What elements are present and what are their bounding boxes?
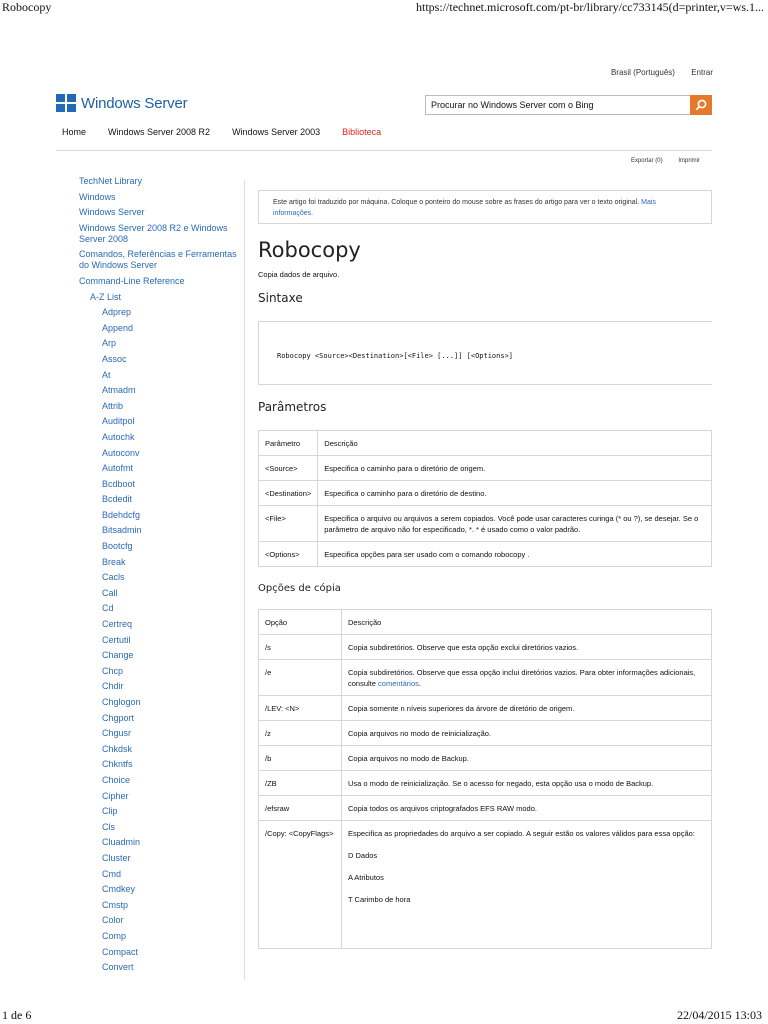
locale-link[interactable]: Brasil (Português) (610, 68, 675, 77)
sidebar-command-item[interactable]: Adprep (102, 307, 132, 318)
table-row (259, 542, 712, 567)
sidebar-command-item[interactable]: Cmdkey (102, 884, 136, 895)
copy-flag: D Dados (348, 851, 378, 860)
table-row (259, 796, 712, 821)
search-button[interactable] (690, 95, 712, 115)
nav-home[interactable]: Home (62, 127, 87, 137)
windows-logo-icon (56, 94, 76, 112)
nav-library[interactable]: Biblioteca (342, 127, 382, 137)
sidebar-command-item[interactable]: Color (102, 915, 124, 926)
option-desc: Copia subdiretórios. Observe que esta opção exclui diretórios vazios. (342, 635, 712, 660)
option-name: /efsraw (259, 796, 342, 821)
nav-ws2003[interactable]: Windows Server 2003 (232, 127, 321, 137)
sidebar-nav (79, 176, 239, 978)
export-link[interactable]: Exportar (0) (630, 158, 663, 164)
sidebar-command-item[interactable]: Bitsadmin (102, 525, 142, 536)
option-desc: Usa o modo de reinicialização. Se o acesso for negado, esta opção usa o modo de Backup. (342, 771, 712, 796)
search-box[interactable] (425, 95, 712, 115)
param-desc: Especifica opções para ser usado com o comando robocopy . (318, 542, 712, 567)
table-row (259, 771, 712, 796)
comments-link[interactable]: comentários (378, 679, 419, 688)
windows-server-logo[interactable] (56, 94, 187, 112)
option-desc-text: Especifica as propriedades do arquivo a ser copiado. A seguir estão os valores válidos para essa opção: (348, 829, 695, 838)
sidebar-command-item[interactable]: Change (102, 650, 134, 661)
table-row (259, 696, 712, 721)
nav-ws2008r2[interactable]: Windows Server 2008 R2 (108, 127, 211, 137)
option-desc: Copia arquivos no modo de reinicialização. (342, 721, 712, 746)
table-row (259, 660, 712, 696)
print-url: https://technet.microsoft.com/pt-br/library/cc733145(d=printer,v=ws.1... (416, 0, 764, 14)
syntax-heading: Sintaxe (258, 291, 303, 305)
more-info-link[interactable]: Mais informações. (273, 199, 656, 217)
sidebar-item[interactable]: Comandos, Referências e Ferramentas do Windows Server (79, 249, 237, 271)
sidebar-command-item[interactable]: Atmadm (102, 385, 136, 396)
sidebar-command-item[interactable]: Assoc (102, 353, 127, 364)
table-header-row (259, 431, 712, 456)
copy-options-table (258, 609, 712, 949)
sidebar-command-item[interactable]: At (102, 369, 111, 380)
table-row (259, 456, 712, 481)
sidebar-divider (244, 180, 245, 980)
sidebar-command-item[interactable]: Call (102, 587, 118, 598)
nav-divider (56, 150, 712, 151)
sidebar-command-item[interactable]: Cluster (102, 852, 131, 863)
sidebar-command-item[interactable]: Chgusr (102, 728, 132, 739)
page-number: 1 de 6 (2, 1008, 32, 1022)
option-name: /e (259, 660, 342, 696)
option-desc: Copia subdiretórios. Observe que essa opção inclui diretórios vazios. Para obter informações adicionais, consulte comentários. (342, 660, 712, 696)
sidebar-command-item[interactable]: Bcdedit (102, 494, 133, 505)
sidebar-command-item[interactable]: Cmstp (102, 899, 129, 910)
sidebar-command-item[interactable]: Certutil (102, 634, 131, 645)
sidebar-command-item[interactable]: Append (102, 322, 134, 333)
option-name: /Copy: <CopyFlags> (259, 821, 342, 949)
sidebar-command-item[interactable]: Cipher (102, 790, 129, 801)
param-name: <Options> (259, 542, 318, 567)
option-name: /LEV: <N> (259, 696, 342, 721)
option-desc: Copia arquivos no modo de Backup. (342, 746, 712, 771)
sidebar-command-item[interactable]: Chglogon (102, 697, 141, 707)
sidebar-command-item[interactable]: Cmd (102, 868, 122, 879)
sidebar-item-az-list[interactable]: A-Z List (90, 291, 122, 302)
sidebar-item[interactable]: Command-Line Reference (79, 275, 185, 286)
table-header-cell: Opção (259, 610, 342, 635)
option-name: /b (259, 746, 342, 771)
sidebar-command-item[interactable]: Compact (102, 946, 139, 957)
sidebar-command-item[interactable]: Bootcfg (102, 541, 133, 552)
sidebar-command-item[interactable]: Chcp (102, 665, 124, 676)
param-desc: Especifica o caminho para o diretório de destino. (318, 481, 712, 506)
option-name: /z (259, 721, 342, 746)
sidebar-command-item[interactable]: Comp (102, 930, 127, 941)
param-name: <File> (259, 506, 318, 542)
params-table (258, 430, 712, 567)
param-name: <Source> (259, 456, 318, 481)
sidebar-command-item[interactable]: Certreq (102, 619, 133, 630)
sidebar-command-item[interactable]: Autochk (102, 431, 135, 442)
sidebar-command-item[interactable]: Convert (102, 962, 134, 973)
table-row (259, 506, 712, 542)
copy-flag: T Carimbo de hora (348, 895, 411, 904)
copy-options-heading: Opções de cópia (258, 583, 341, 594)
option-desc: Copia todos os arquivos criptografados EFS RAW modo. (342, 796, 712, 821)
syntax-block (258, 321, 712, 385)
copy-flag: A Atributos (348, 873, 384, 882)
sidebar-command-item[interactable]: Autoconv (102, 447, 140, 458)
page-subtitle: Copia dados de arquivo. (258, 270, 340, 279)
sidebar-command-item[interactable]: Cluadmin (102, 837, 141, 848)
article (258, 190, 712, 949)
translation-note (258, 190, 712, 224)
sidebar-command-item[interactable]: Choice (102, 774, 131, 785)
params-heading: Parâmetros (258, 400, 327, 414)
sidebar-item[interactable]: Windows (79, 191, 116, 202)
top-links (597, 68, 713, 77)
sidebar-command-item[interactable]: Arp (102, 338, 117, 349)
print-title: Robocopy (2, 0, 52, 14)
print-header (0, 0, 768, 14)
signin-link[interactable]: Entrar (691, 68, 713, 77)
main-nav (62, 127, 403, 137)
sidebar-command-item[interactable]: Chdir (102, 681, 124, 692)
option-desc (342, 821, 712, 949)
table-header-row (259, 610, 712, 635)
table-row (259, 635, 712, 660)
sidebar-command-item[interactable]: Auditpol (102, 416, 135, 427)
sidebar-command-item[interactable]: Cd (102, 603, 114, 614)
print-link[interactable]: Imprimir (678, 158, 700, 164)
option-name: /ZB (259, 771, 342, 796)
sidebar-item[interactable]: Windows Server 2008 R2 e Windows Server 2008 (79, 222, 228, 244)
table-header-cell: Parâmetro (259, 431, 318, 456)
table-header-cell: Descrição (318, 431, 712, 456)
command-list (79, 307, 239, 973)
table-row (259, 746, 712, 771)
table-header-cell: Descrição (342, 610, 712, 635)
sidebar-item[interactable]: Windows Server (79, 207, 145, 218)
option-desc-text: Copia subdiretórios. Observe que essa opção inclui diretórios vazios. Para obter informações adicionais, consulte (348, 668, 696, 688)
search-input[interactable]: Procurar no Windows Server com o Bing (431, 100, 594, 110)
sidebar-command-item[interactable]: Chgport (102, 712, 135, 723)
param-desc: Especifica o caminho para o diretório de origem. (318, 456, 712, 481)
sidebar-command-item[interactable]: Cacls (102, 572, 125, 583)
logo-text: Windows Server (81, 94, 188, 112)
table-row (259, 721, 712, 746)
syntax-code: Robocopy <Source><Destination>[<File> [...]] [<Options>] (277, 352, 514, 360)
table-row (259, 821, 712, 949)
page-tools (617, 158, 700, 164)
sidebar-command-item[interactable]: Break (102, 556, 126, 567)
sidebar-command-item[interactable]: Cls (102, 821, 115, 832)
sidebar-command-item[interactable]: Attrib (102, 400, 124, 411)
search-icon (695, 99, 707, 111)
sidebar-command-item[interactable]: Bcdboot (102, 478, 136, 489)
table-row (259, 481, 712, 506)
print-footer (0, 1006, 768, 1024)
option-name: /s (259, 635, 342, 660)
sidebar-command-item[interactable]: Chkntfs (102, 759, 133, 770)
option-desc: Copia somente n níveis superiores da árvore de diretório de origem. (342, 696, 712, 721)
sidebar-command-item[interactable]: Chkdsk (102, 743, 133, 754)
sidebar-command-item[interactable]: Clip (102, 806, 118, 817)
note-text: Este artigo foi traduzido por máquina. Coloque o ponteiro do mouse sobre as frases do artigo para ver o texto original. (273, 199, 640, 206)
param-desc: Especifica o arquivo ou arquivos a serem copiados. Você pode usar caracteres curinga (* ou ?), se desejar. Se o parâmetro de arquivo não for especificado, *. * é usado como o valor padrão. (318, 506, 712, 542)
sidebar-item[interactable]: TechNet Library (79, 176, 143, 186)
param-name: <Destination> (259, 481, 318, 506)
page-title: Robocopy (258, 238, 361, 262)
sidebar-command-item[interactable]: Bdehdcfg (102, 509, 141, 520)
print-datetime: 22/04/2015 13:03 (676, 1008, 762, 1022)
sidebar-command-item[interactable]: Autofmt (102, 463, 134, 474)
